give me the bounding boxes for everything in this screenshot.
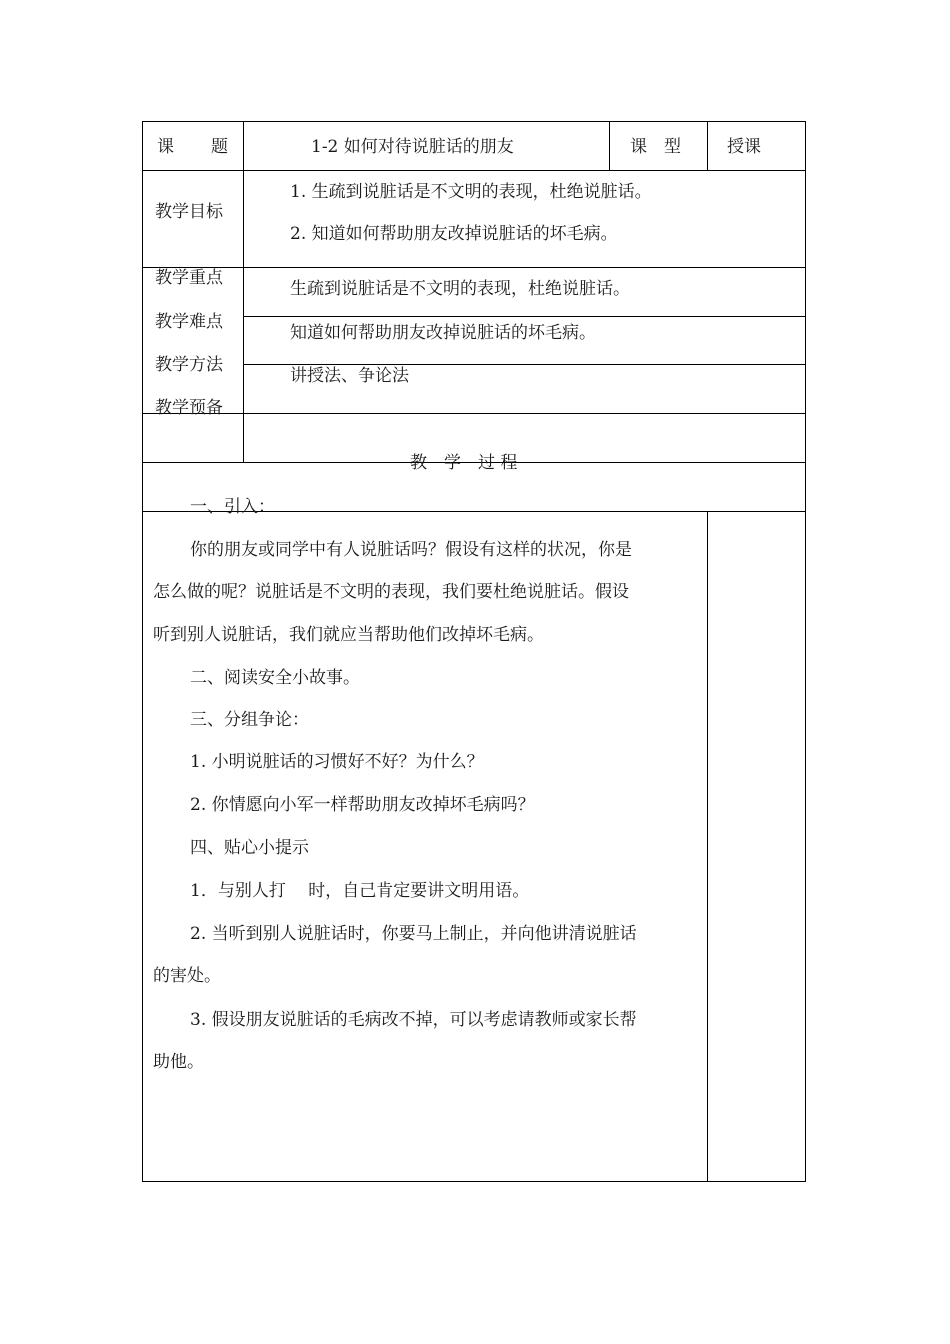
table-rule	[142, 267, 806, 268]
method-label: 教学方法	[155, 355, 223, 375]
goal-item: 1. 生疏到说脏话是不文明的表现，杜绝说脏话。	[290, 182, 652, 202]
tip-item: 助他。	[153, 1052, 204, 1072]
table-rule	[243, 364, 806, 365]
type-value-rule	[707, 121, 708, 170]
process-paragraph: 你的朋友或同学中有人说脏话吗？假设有这样的状况，你是	[190, 540, 632, 560]
table-rule	[142, 413, 806, 414]
process-paragraph: 听到别人说脏话，我们就应当帮助他们改掉坏毛病。	[153, 625, 544, 645]
section-heading: 四、贴心小提示	[190, 838, 309, 858]
table-border-left	[142, 121, 143, 1182]
discussion-question: 2. 你情愿向小军一样帮助朋友改掉坏毛病吗？	[190, 795, 535, 815]
method-value: 讲授法、争论法	[290, 366, 409, 386]
type-label-rule	[609, 121, 610, 170]
table-rule	[243, 316, 806, 317]
tip-item: 1．与别人打 时，自己肯定要讲文明用语。	[190, 881, 530, 901]
type-label: 课 型	[630, 137, 681, 157]
goals-label: 教学目标	[155, 202, 223, 222]
key-point-label: 教学重点	[155, 268, 223, 288]
difficulty-label: 教学难点	[155, 312, 223, 332]
table-border-bottom	[142, 1181, 806, 1182]
tip-item: 2. 当听到别人说脏话时，你要马上制止，并向他讲清说脏话	[190, 924, 637, 944]
tip-item: 的害处。	[153, 966, 221, 986]
table-border-right	[805, 121, 806, 1182]
difficulty-value: 知道如何帮助朋友改掉说脏话的坏毛病。	[290, 323, 596, 343]
section-heading: 二、阅读安全小故事。	[190, 668, 360, 688]
topic-value: 1-2 如何对待说脏话的朋友	[311, 137, 514, 157]
process-title: 教 学 过 程	[410, 453, 518, 473]
process-paragraph: 怎么做的呢？说脏话是不文明的表现，我们要杜绝说脏话。假设	[153, 582, 629, 602]
discussion-question: 1. 小明说脏话的习惯好不好？为什么？	[190, 752, 484, 772]
type-value: 授课	[727, 137, 761, 157]
notes-column-rule	[707, 511, 708, 1181]
table-rule	[142, 170, 806, 171]
intro-heading: 一、引入：	[190, 497, 275, 517]
topic-label: 课 题	[157, 137, 229, 157]
key-point-value: 生疏到说脏话是不文明的表现，杜绝说脏话。	[290, 279, 630, 299]
section-heading: 三、分组争论：	[190, 710, 309, 730]
tip-item: 3. 假设朋友说脏话的毛病改不掉，可以考虑请教师或家长帮	[190, 1010, 637, 1030]
goal-item: 2. 知道如何帮助朋友改掉说脏话的坏毛病。	[290, 224, 618, 244]
prep-label: 教学预备	[155, 398, 223, 418]
label-column-rule	[243, 121, 244, 462]
